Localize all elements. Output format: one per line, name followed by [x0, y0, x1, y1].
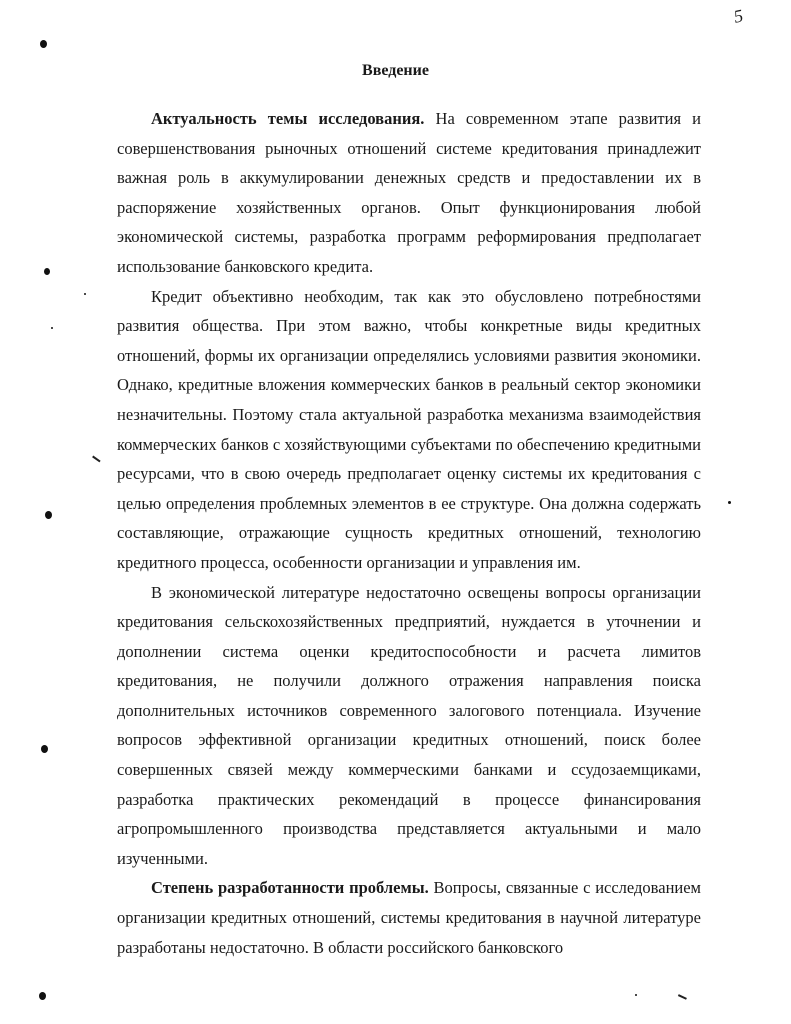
scan-speck — [728, 501, 731, 504]
page-number: 5 — [731, 5, 745, 27]
paragraph-lead: Степень разработанности проблемы. — [151, 878, 429, 898]
paragraph-degree-of-development — [117, 873, 701, 962]
paragraph-text: В экономической литературе недостаточно освещены вопросы организации кредитования сельскохозяйственных предприятий, нуждается в уточнении и дополнении система оценки кредитоспособности и расчета лимитов кредитования, не получили должного отражения направления поиска дополнительных источников современного залогового потенциала. Изучение вопросов эффективной организации кредитных отношений, поиск более совершенных связей между коммерческими банками и ссудозаемщиками, разработка практических рекомендаций в процессе финансирования агропромышленного производства представляется актуальными и мало изученными. — [117, 582, 701, 868]
paragraph-text: Вопросы, связанные с исследованием организации кредитных отношений, системы кредитования в научной литературе разработаны недостаточно. В области российского банковского — [117, 878, 701, 957]
scan-mark — [92, 456, 100, 462]
paragraph-text: Кредит объективно необходим, так как это обусловлено потребностями развития общества. При этом важно, чтобы конкретные виды кредитных отношений, формы их организации определялись условиями развития экономики. Однако, кредитные вложения коммерческих банков в реальный сектор экономики незначительны. Поэтому стала актуальной разработка механизма взаимодействия коммерческих банков с хозяйствующими субъектами по обеспечению кредитными ресурсами, что в свою очередь предполагает оценку системы их кредитования с целью определения проблемных элементов в ее структуре. Она должна содержать составляющие, отражающие сущность кредитных отношений, технологию кредитного процесса, особенности организации и управления им. — [117, 286, 701, 572]
paragraph-lead: Актуальность темы исследования. — [151, 109, 425, 128]
page-title: Введение — [362, 62, 429, 79]
paragraph-literature-gaps — [117, 578, 701, 874]
scan-speck — [41, 745, 48, 753]
paragraph-relevance — [117, 104, 701, 282]
paragraph-credit-necessity — [117, 282, 701, 578]
scan-speck — [51, 327, 53, 329]
scan-speck — [44, 268, 50, 275]
scan-mark — [678, 994, 687, 999]
paragraph-text: На современном этапе развития и совершенствования рыночных отношений системе кредитования принадлежит важная роль в аккумулировании денежных средств и предоставлении их в распоряжение хозяйственных органов. Опыт функционирования любой экономической системы, разработка программ реформирования предполагает использование банковского кредита. — [117, 109, 701, 276]
scan-speck — [635, 994, 637, 996]
scan-speck — [84, 293, 86, 295]
body-text — [117, 104, 701, 962]
scan-speck — [40, 40, 47, 48]
scan-speck — [39, 992, 46, 1000]
scan-speck — [45, 511, 52, 519]
